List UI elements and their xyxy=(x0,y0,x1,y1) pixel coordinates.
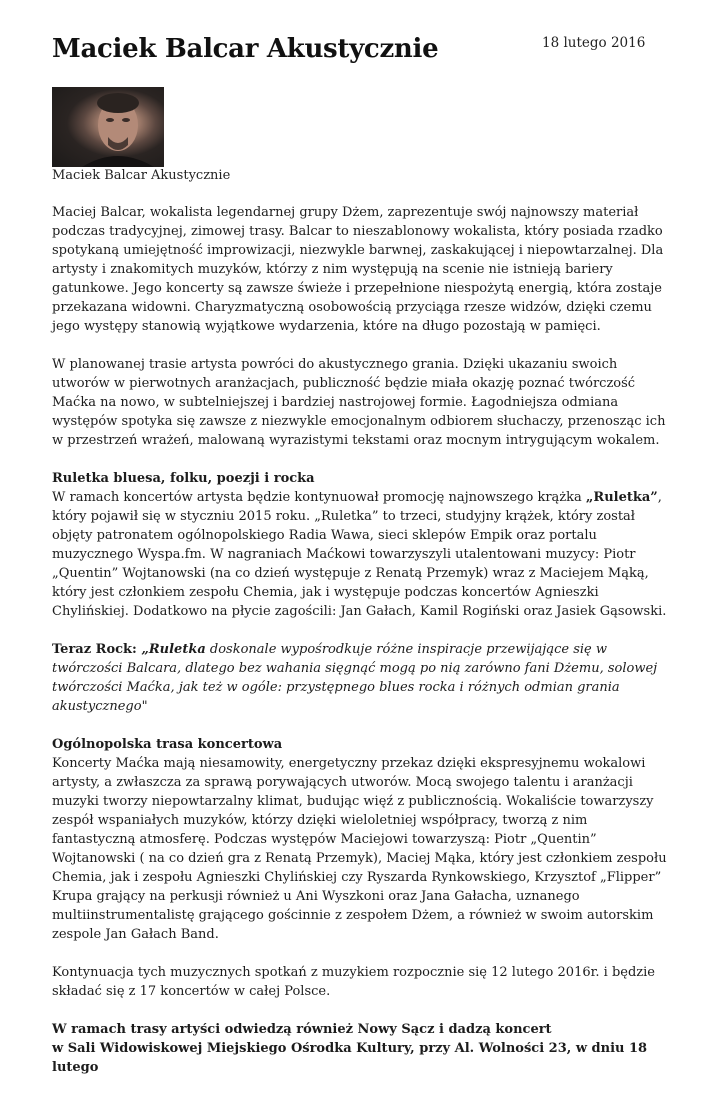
review-quote xyxy=(52,640,670,716)
quote-close-mark: " xyxy=(141,699,148,714)
ruletka-text-rest: , który pojawił się w styczniu 2015 roku. „Ruletka” to trzeci, studyjny krążek, który został objęty patronatem ogólnopolskiego Radia Wawa, sieci sklepów Empik oraz portalu muzycznego Wyspa.fm. W nagraniach Maćkowi towarzyszyli utalentowani muzycy: Piotr „Quentin” Wojtanowski (na co dzień występuje z Renatą Przemyk) wraz z Maciejem Mąką, który jest członkiem zespołu Chemia, jak i występuje podczas koncertów Agnieszki Chylińskiej. Dodatkowo na płycie zagościli: Jan Gałach, Kamil Rogiński oraz Jasiek Gąsowski. xyxy=(52,490,667,619)
section-heading-ruletka: Ruletka bluesa, folku, poezji i rocka xyxy=(52,471,315,486)
concert-announcement xyxy=(52,1020,670,1077)
quote-open-mark: „ xyxy=(136,642,149,657)
quote-source: Teraz Rock: xyxy=(52,642,137,657)
section-heading-tour: Ogólnopolska trasa koncertowa xyxy=(52,737,283,752)
intro-paragraph: Maciej Balcar, wokalista legendarnej grupy Dżem, zaprezentuje swój najnowszy materiał podczas tradycyjnej, zimowej trasy. Balcar to nieszablonowy wokalista, który posiada rzadko spotykaną umiejętność improwizacji, niezwykle barwnej, zaskakującej i niepowtarzalnej. Dla artysty i znakomitych muzyków, którzy z nim występują na scenie nie istnieją bariery gatunkowe. Jego koncerty są zawsze świeże i przepełnione niespożytą energią, która zostaje przekazana widowni. Charyzmatyczną osobowością przyciąga rzesze widzów, dzięki czemu jego występy stanowią wyjątkowe wydarzenia, które na długo pozostają w pamięci. xyxy=(52,205,664,334)
continuation-paragraph: Kontynuacja tych muzycznych spotkań z muzykiem rozpocznie się 12 lutego 2016r. i będzie składać się z 17 koncertów w całej Polsce. xyxy=(52,965,655,999)
article-body xyxy=(52,203,670,1096)
album-title: „Ruletka” xyxy=(585,490,658,505)
portrait-image xyxy=(52,87,164,167)
ruletka-text-start: W ramach koncertów artysta będzie kontynuował promocję najnowszego krążka xyxy=(52,490,586,505)
tour-text: Koncerty Maćka mają niesamowity, energetyczny przekaz dzięki ekspresyjnemu wokalowi artysty, a zwłaszcza za sprawą porywających utworów. Mocą swojego talentu i aranżacji muzyki tworzy niepowtarzalny klimat, budując więź z publicznością. Wokaliście towarzyszy zespół wspaniałych muzyków, którzy dzięki wieloletniej współpracy, tworzą z nim fantastyczną atmosferę. Podczas występów Maciejowi towarzyszą: Piotr „Quentin” Wojtanowski ( na co dzień gra z Renatą Przemyk), Maciej Mąka, który jest członkiem zespołu Chemia, jak i zespołu Agnieszki Chylińskiej czy Ryszarda Rynkowskiego, Krzysztof „Flipper” Krupa grający na perkusji również u Ani Wyszkoni oraz Jana Gałacha, uznanego multiinstrumentalistę grającego gościnnie z zespołem Dżem, a również w swoim autorskim zespole Jan Gałach Band. xyxy=(52,756,667,942)
acoustic-paragraph: W planowanej trasie artysta powróci do akustycznego grania. Dzięki ukazaniu swoich utworów w pierwotnych aranżacjach, publiczność będzie miała okazję poznać twórczość Maćka na nowo, w subtelniejszej i bardziej nastrojowej formie. Łagodniejsza odmiana występów spotyka się zawsze z niezwykle emocjonalnym odbiorem słuchaczy, przenosząc ich w przestrzeń wrażeń, malowaną wyrazistymi tekstami oraz mocnym intrygującym wokalem. xyxy=(52,357,666,448)
page-title: Maciek Balcar Akustycznie xyxy=(52,34,439,64)
publication-date: 18 lutego 2016 xyxy=(542,35,646,51)
artist-photo xyxy=(52,87,164,167)
tour-section xyxy=(52,735,670,944)
quote-text: doskonale wypośrodkuje różne inspiracje przewijające się w twórczości Balcara, dlatego bez wahania sięgnąć mogą po nią zarówno fani Dżemu, solowej twórczości Maćka, jak też w ogóle: przystępnego blues rocka i różnych odmian grania akustycznego xyxy=(52,642,658,714)
announcement-line-1: W ramach trasy artyści odwiedzą również Nowy Sącz i dadzą koncert xyxy=(52,1022,552,1037)
announcement-line-2: w Sali Widowiskowej Miejskiego Ośrodka Kultury, przy Al. Wolności 23, w dniu 18 lutego xyxy=(52,1041,648,1075)
quote-album-name: Ruletka xyxy=(148,642,206,657)
ruletka-section xyxy=(52,469,670,621)
photo-caption: Maciek Balcar Akustycznie xyxy=(52,168,231,183)
